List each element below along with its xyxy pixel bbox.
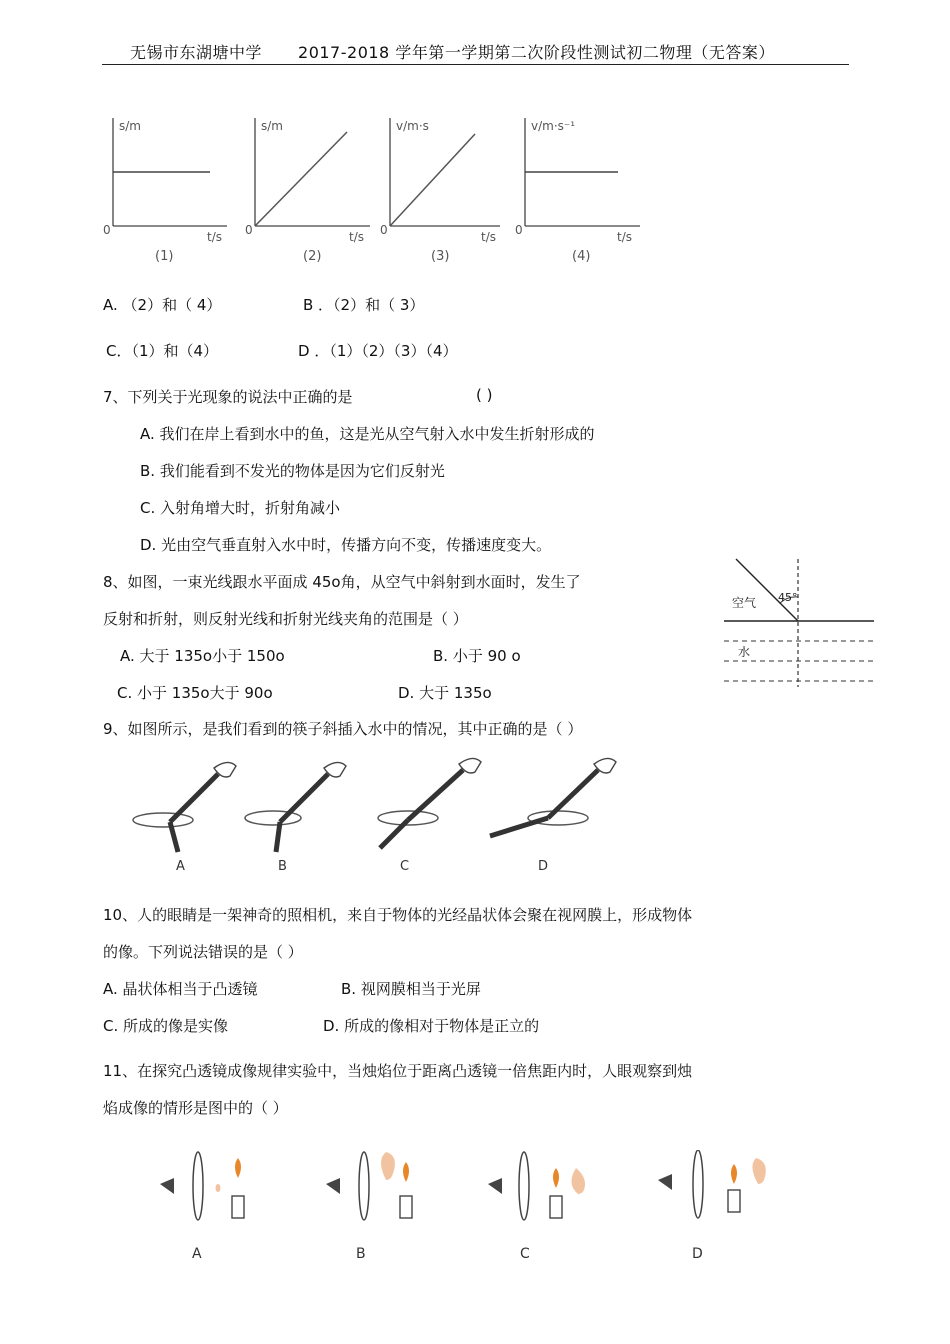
graph-2 — [245, 118, 370, 264]
exam-title: 2017-2018 学年第一学期第二次阶段性测试初二物理（无答案） — [298, 43, 775, 62]
angle-label: 45° — [778, 591, 798, 604]
flame-image-icon — [752, 1158, 765, 1184]
chopstick-option-a — [133, 762, 236, 874]
chopstick-option-b — [245, 762, 346, 874]
flame-icon — [403, 1162, 409, 1182]
school-name: 无锡市东湖塘中学 — [130, 43, 263, 62]
eye-icon — [160, 1178, 174, 1194]
q9-stem: 9、如图所示，是我们看到的筷子斜插入水中的情况，其中正确的是（ ） — [103, 720, 583, 738]
candle-icon — [400, 1196, 412, 1218]
refraction-figure — [718, 555, 880, 690]
motion-graphs-figure — [95, 110, 655, 270]
q8-option-b[interactable]: B. 小于 90 o — [433, 647, 521, 665]
graph-3-xlabel: t/s — [481, 230, 496, 244]
q8-option-a[interactable]: A. 大于 135o小于 150o — [120, 647, 285, 665]
candle-icon — [728, 1190, 740, 1212]
graph-3-caption: (3) — [431, 249, 450, 264]
graph-3 — [380, 118, 500, 264]
chopstick-option-c — [378, 758, 481, 874]
q10-option-c[interactable]: C. 所成的像是实像 — [103, 1017, 229, 1035]
graph-4-ylabel: v/m·s⁻¹ — [531, 119, 576, 133]
q10-option-d[interactable]: D. 所成的像相对于物体是正立的 — [323, 1017, 540, 1035]
eye-icon — [658, 1174, 672, 1190]
graph-4-origin: 0 — [515, 223, 523, 237]
flame-icon — [731, 1164, 737, 1184]
q6-option-d[interactable]: D ．（1）（2）（3）（4） — [298, 342, 458, 360]
lens-label-c: C — [520, 1246, 530, 1262]
chopstick-label-b: B — [278, 859, 287, 874]
chopsticks-figure — [118, 752, 638, 877]
flame-icon — [235, 1158, 241, 1178]
graph-1-caption: (1) — [155, 249, 174, 264]
q7-option-b[interactable]: B. 我们能看到不发光的物体是因为它们反射光 — [140, 462, 445, 480]
lens-icon — [359, 1152, 369, 1220]
eye-icon — [488, 1178, 502, 1194]
graph-4 — [515, 118, 640, 264]
water-label: 水 — [738, 645, 751, 659]
q6-option-c[interactable]: C．（1）和（4） — [106, 342, 219, 360]
air-label: 空气 — [732, 596, 757, 610]
lens-option-c — [488, 1152, 585, 1262]
page-header — [130, 40, 775, 63]
eye-icon — [326, 1178, 340, 1194]
graph-4-caption: (4) — [572, 249, 591, 264]
q8-option-c[interactable]: C. 小于 135o大于 90o — [117, 684, 273, 702]
q7-option-a[interactable]: A. 我们在岸上看到水中的鱼，这是光从空气射入水中发生折射形成的 — [140, 425, 595, 443]
lens-option-b — [326, 1152, 412, 1262]
graph-3-origin: 0 — [380, 223, 388, 237]
q8-option-d[interactable]: D. 大于 135o — [398, 684, 492, 702]
chopstick-option-d — [490, 758, 616, 874]
graph-1 — [103, 118, 227, 264]
chopstick-label-c: C — [400, 859, 410, 874]
chopstick-label-d: D — [538, 859, 549, 874]
graph-1-ylabel: s/m — [119, 119, 141, 133]
q7-stem: 7、下列关于光现象的说法中正确的是 — [103, 388, 353, 406]
q7-option-c[interactable]: C. 入射角增大时，折射角减小 — [140, 499, 341, 517]
flame-icon — [553, 1168, 559, 1188]
lens-candle-figure — [150, 1150, 790, 1265]
graph-2-line — [255, 132, 347, 226]
flame-image-icon — [216, 1184, 221, 1192]
graph-2-xlabel: t/s — [349, 230, 364, 244]
lens-label-d: D — [692, 1246, 703, 1262]
q11-stem-line2: 焰成像的情形是图中的（ ） — [103, 1099, 288, 1117]
q6-option-a[interactable]: A. （2）和（ 4） — [103, 296, 222, 314]
lens-icon — [693, 1150, 703, 1218]
candle-icon — [550, 1196, 562, 1218]
graph-2-origin: 0 — [245, 223, 253, 237]
chopstick-label-a: A — [176, 859, 185, 874]
q7-answer-bracket: ( ) — [476, 386, 493, 404]
q10-option-b[interactable]: B. 视网膜相当于光屏 — [341, 980, 481, 998]
q10-stem-line2: 的像。下列说法错误的是（ ） — [103, 943, 303, 961]
q11-stem-line1: 11、在探究凸透镜成像规律实验中，当烛焰位于距离凸透镜一倍焦距内时，人眼观察到烛 — [103, 1062, 693, 1080]
q8-stem-line2: 反射和折射，则反射光线和折射光线夹角的范围是（ ） — [103, 610, 468, 628]
graph-2-caption: (2) — [303, 249, 322, 264]
incident-ray — [736, 559, 798, 621]
flame-image-icon — [381, 1152, 395, 1180]
lens-label-a: A — [192, 1246, 202, 1262]
graph-1-origin: 0 — [103, 223, 111, 237]
candle-icon — [232, 1196, 244, 1218]
graph-2-ylabel: s/m — [261, 119, 283, 133]
graph-3-ylabel: v/m·s — [396, 119, 429, 133]
graph-1-xlabel: t/s — [207, 230, 222, 244]
lens-option-a — [160, 1152, 244, 1262]
lens-icon — [519, 1152, 529, 1220]
q8-stem-line1: 8、如图，一束光线跟水平面成 45o角，从空气中斜射到水面时，发生了 — [103, 573, 581, 591]
q6-option-b[interactable]: B ．（2）和（ 3） — [303, 296, 425, 314]
graph-4-xlabel: t/s — [617, 230, 632, 244]
q7-option-d[interactable]: D. 光由空气垂直射入水中时，传播方向不变，传播速度变大。 — [140, 536, 552, 554]
q10-stem-line1: 10、人的眼睛是一架神奇的照相机，来自于物体的光经晶状体会聚在视网膜上，形成物体 — [103, 906, 693, 924]
graph-3-line — [390, 134, 475, 226]
header-rule — [102, 64, 849, 65]
lens-icon — [193, 1152, 203, 1220]
q10-option-a[interactable]: A. 晶状体相当于凸透镜 — [103, 980, 258, 998]
lens-option-d — [658, 1150, 766, 1262]
flame-image-icon — [571, 1168, 585, 1194]
lens-label-b: B — [356, 1246, 366, 1262]
